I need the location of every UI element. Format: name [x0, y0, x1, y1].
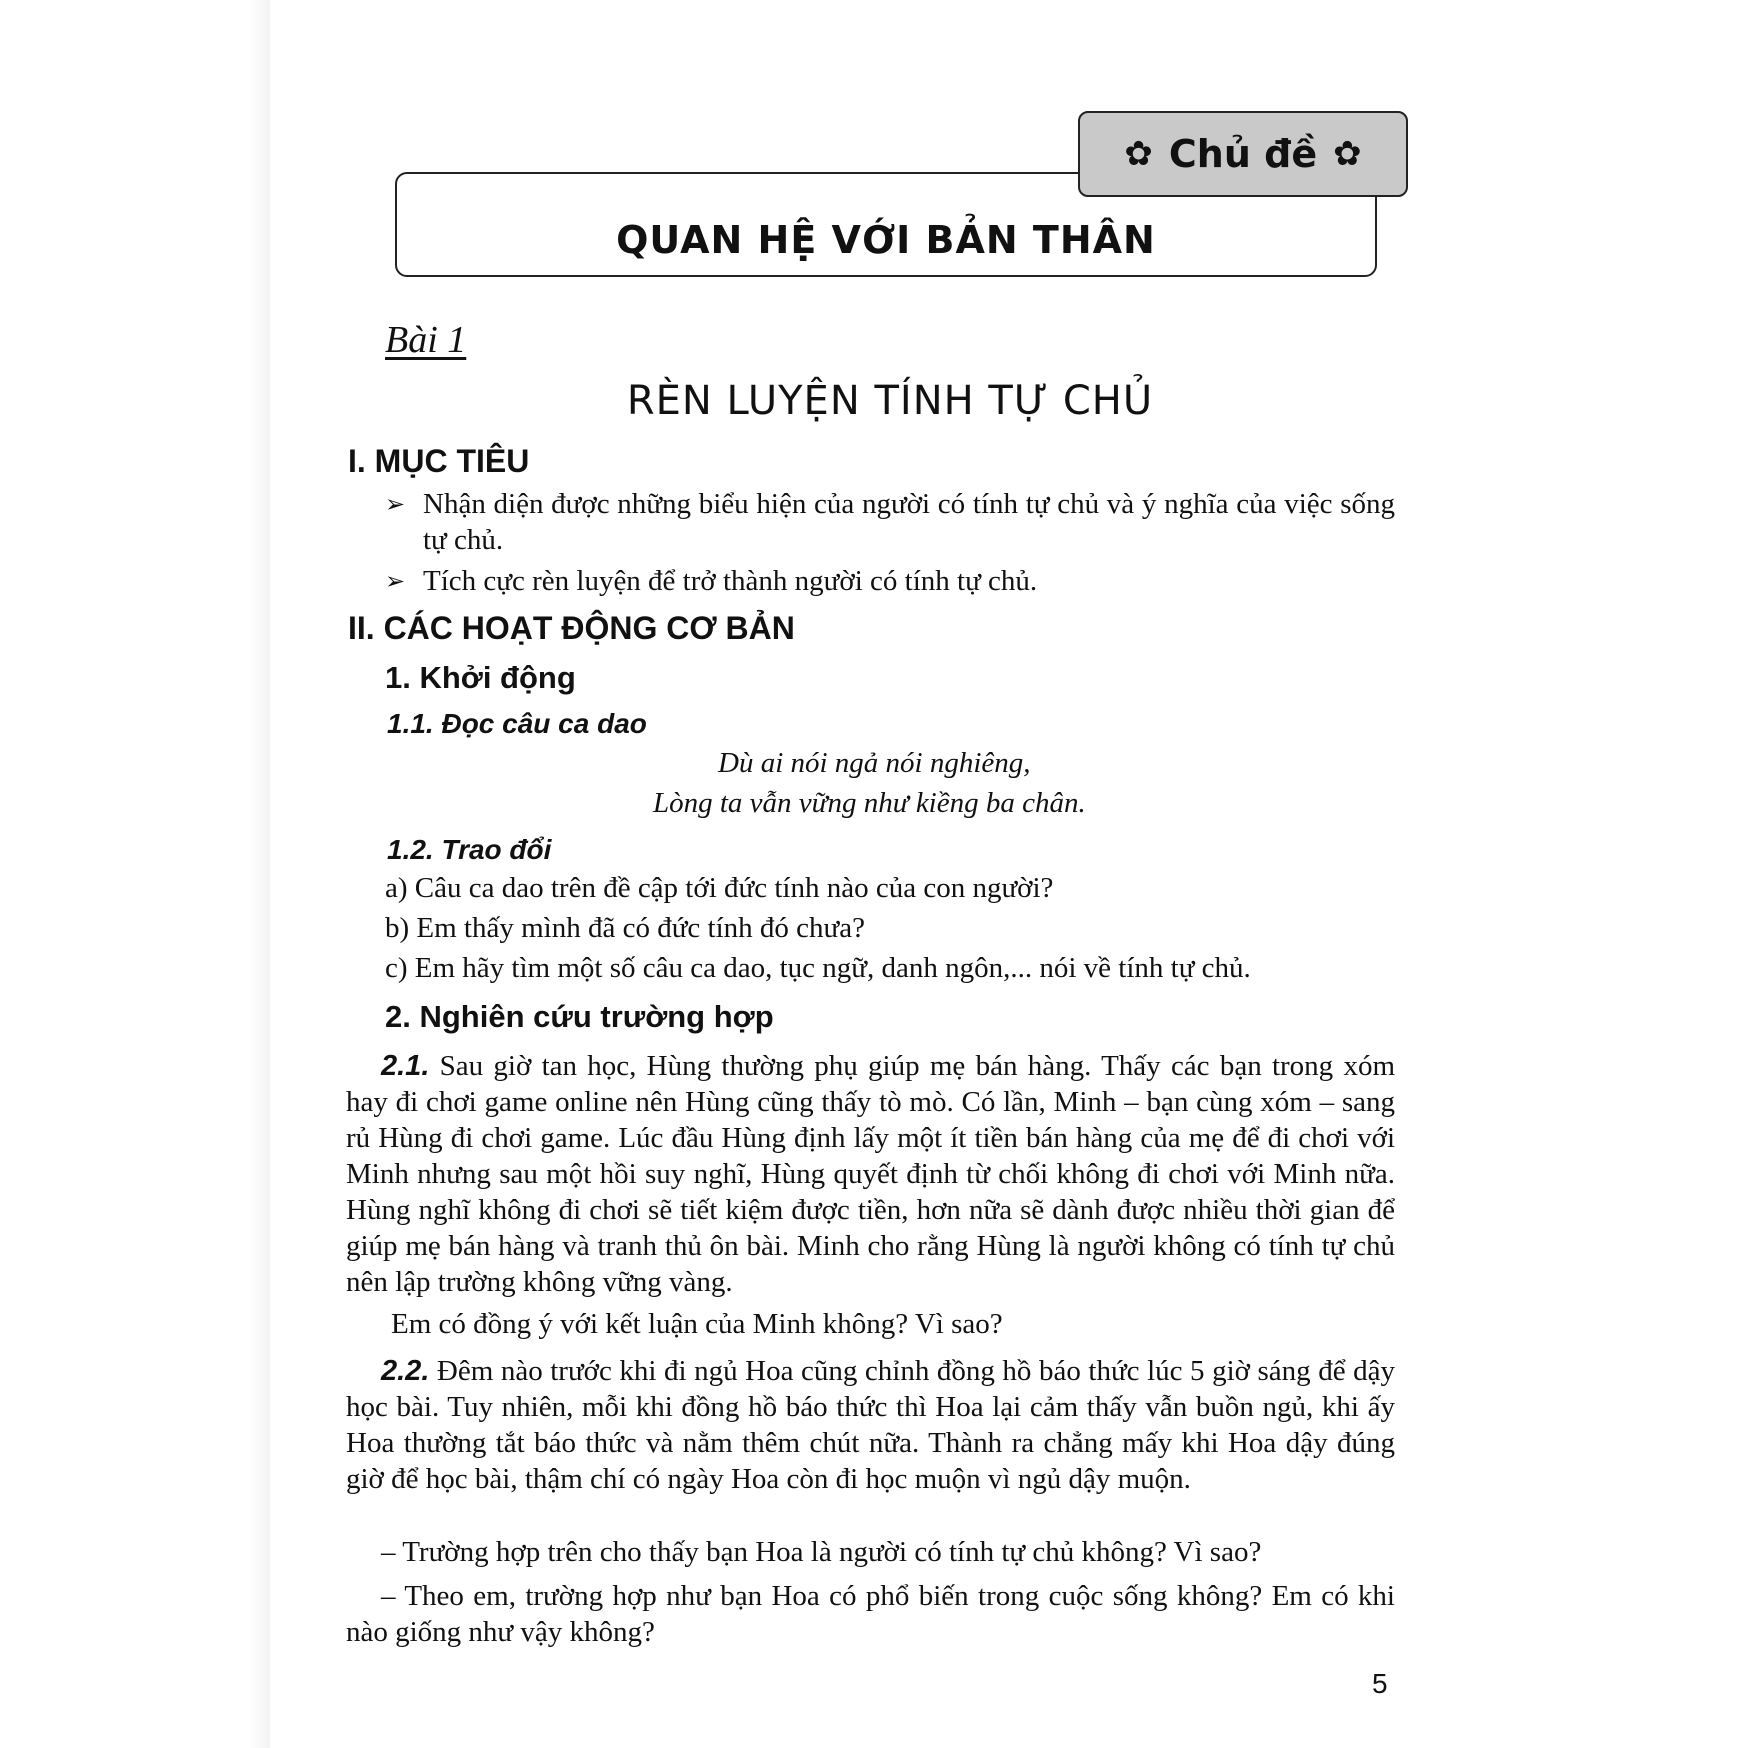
flower-icon: ✿ [1124, 134, 1153, 174]
subheading-case-study: 2. Nghiên cứu trường hợp [385, 999, 774, 1034]
case-study-paragraph [346, 1353, 1395, 1497]
arrow-bullet-icon: ➢ [385, 490, 406, 518]
case-text: Sau giờ tan học, Hùng thường phụ giúp mẹ bán hàng. Thấy các bạn trong xóm hay đi chơi game online nên Hùng cũng thấy tò mò. Có lần, Minh – bạn cùng xóm – sang rủ Hùng đi chơi game. Lúc đầu Hùng định lấy một ít tiền bán hàng của mẹ để đi chơi với Minh nhưng sau một hồi suy nghĩ, Hùng quyết định từ chối không đi chơi với Minh nữa. Hùng nghĩ không đi chơi sẽ tiết kiệm được tiền, hơn nữa sẽ dành được nhiều thời gian để giúp mẹ bán hàng và tranh thủ ôn bài. Minh cho rằng Hùng là người không có tính tự chủ nên lập trường không vững vàng. [346, 1050, 1396, 1298]
poem-line-1: Dù ai nói ngả nói nghiêng, [718, 747, 1031, 779]
page-number: 5 [1372, 1668, 1388, 1699]
subheading-warmup: 1. Khởi động [385, 660, 576, 695]
case-number: 2.2. [381, 1355, 430, 1387]
topic-title: QUAN HỆ VỚI BẢN THÂN [616, 218, 1156, 262]
topic-tab [1078, 111, 1408, 197]
case-question: Em có đồng ý với kết luận của Minh không? Vì sao? [391, 1308, 1003, 1340]
case-question: – Theo em, trường hợp như bạn Hoa có phổ biến trong cuộc sống không? Em có khi nào giống như vậy không? [346, 1580, 1395, 1648]
lesson-title: RÈN LUYỆN TÍNH TỰ CHỦ [626, 378, 1154, 424]
discussion-question: c) Em hãy tìm một số câu ca dao, tục ngữ, danh ngôn,... nói về tính tự chủ. [385, 952, 1251, 984]
case-text: Đêm nào trước khi đi ngủ Hoa cũng chỉnh đồng hồ báo thức lúc 5 giờ sáng để dậy học bài. Tuy nhiên, mỗi khi đồng hồ báo thức thì Hoa lại cảm thấy vẫn buồn ngủ, khi ấy Hoa thường tắt báo thức và nằm thêm chút nữa. Thành ra chẳng mấy khi Hoa dậy đúng giờ để học bài, thậm chí có ngày Hoa còn đi học muộn vì ngủ dậy muộn. [346, 1355, 1395, 1495]
subheading-discussion: 1.2. Trao đổi [387, 834, 552, 865]
arrow-bullet-icon: ➢ [385, 567, 406, 595]
topic-tab-label: Chủ đề [1168, 132, 1318, 176]
section-heading-objectives: I. MỤC TIÊU [348, 443, 530, 479]
subheading-read-folk-verse: 1.1. Đọc câu ca dao [387, 708, 647, 739]
poem-line-2: Lòng ta vẫn vững như kiềng ba chân. [653, 787, 1086, 819]
discussion-question: b) Em thấy mình đã có đức tính đó chưa? [385, 912, 866, 944]
lesson-label: Bài 1 [385, 319, 467, 361]
objective-text: Nhận diện được những biểu hiện của người có tính tự chủ và ý nghĩa của việc sống tự chủ. [423, 488, 1395, 556]
objective-bullet [385, 563, 1395, 599]
discussion-question: a) Câu ca dao trên đề cập tới đức tính nào của con người? [385, 872, 1054, 904]
page-gutter-shadow [0, 0, 270, 1748]
case-question: – Trường hợp trên cho thấy bạn Hoa là người có tính tự chủ không? Vì sao? [381, 1536, 1262, 1568]
case-study-paragraph [346, 1048, 1395, 1300]
flower-icon: ✿ [1333, 134, 1362, 174]
case-number: 2.1. [381, 1050, 430, 1082]
objective-text: Tích cực rèn luyện để trở thành người có tính tự chủ. [423, 565, 1038, 597]
section-heading-activities: II. CÁC HOẠT ĐỘNG CƠ BẢN [348, 610, 795, 646]
objective-bullet [385, 486, 1395, 558]
